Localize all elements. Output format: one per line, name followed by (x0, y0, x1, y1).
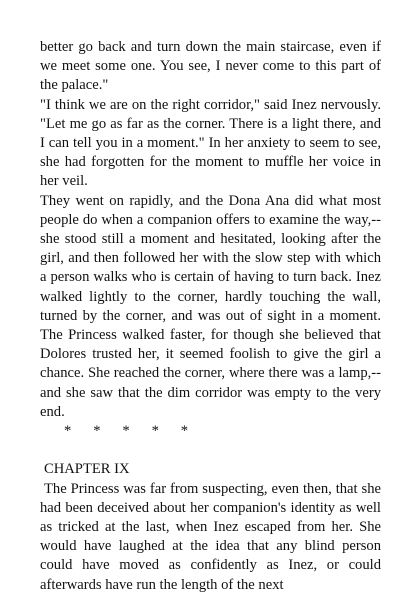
paragraph: better go back and turn down the main staircase, even if we meet some one. You see, I never come to this part of the palace." (40, 39, 381, 94)
paragraph: They went on rapidly, and the Dona Ana did what most people do when a companion offers to examine the way,--she stood still a moment and hesitated, looking after the girl, and then followed her with the slow step with which a person walks who is certain of having to turn back. Inez walked lightly to the corner, hardly touching the wall, turned by the corner, and was out of sight in a moment. The Princess walked faster, for though she believed that Dolores trusted her, it seemed foolish to give the girl a chance. She reached the corner, where there was a lamp,--and she saw that the dim corridor was empty to the very end. (40, 192, 381, 420)
paragraph: "I think we are on the right corridor," said Inez nervously. "Let me go as far as the corner. There is a light there, and I can tell you in a moment." In her anxiety to seem to see, she had forgotten for the moment to muffle her voice in her veil. (40, 96, 381, 190)
section-separator: * * * * * (64, 423, 189, 440)
chapter-paragraph: The Princess was far from suspecting, even then, that she had been deceived about her companion's identity as well as tricked at the last, when Inez escaped from her. She would have laughed at the idea that any blind person could have moved as confidently as Inez, or could afterwards have run the length of the next (40, 480, 381, 593)
blank-line (40, 441, 381, 460)
chapter-heading: CHAPTER IX (44, 461, 130, 478)
document-page (40, 38, 381, 595)
